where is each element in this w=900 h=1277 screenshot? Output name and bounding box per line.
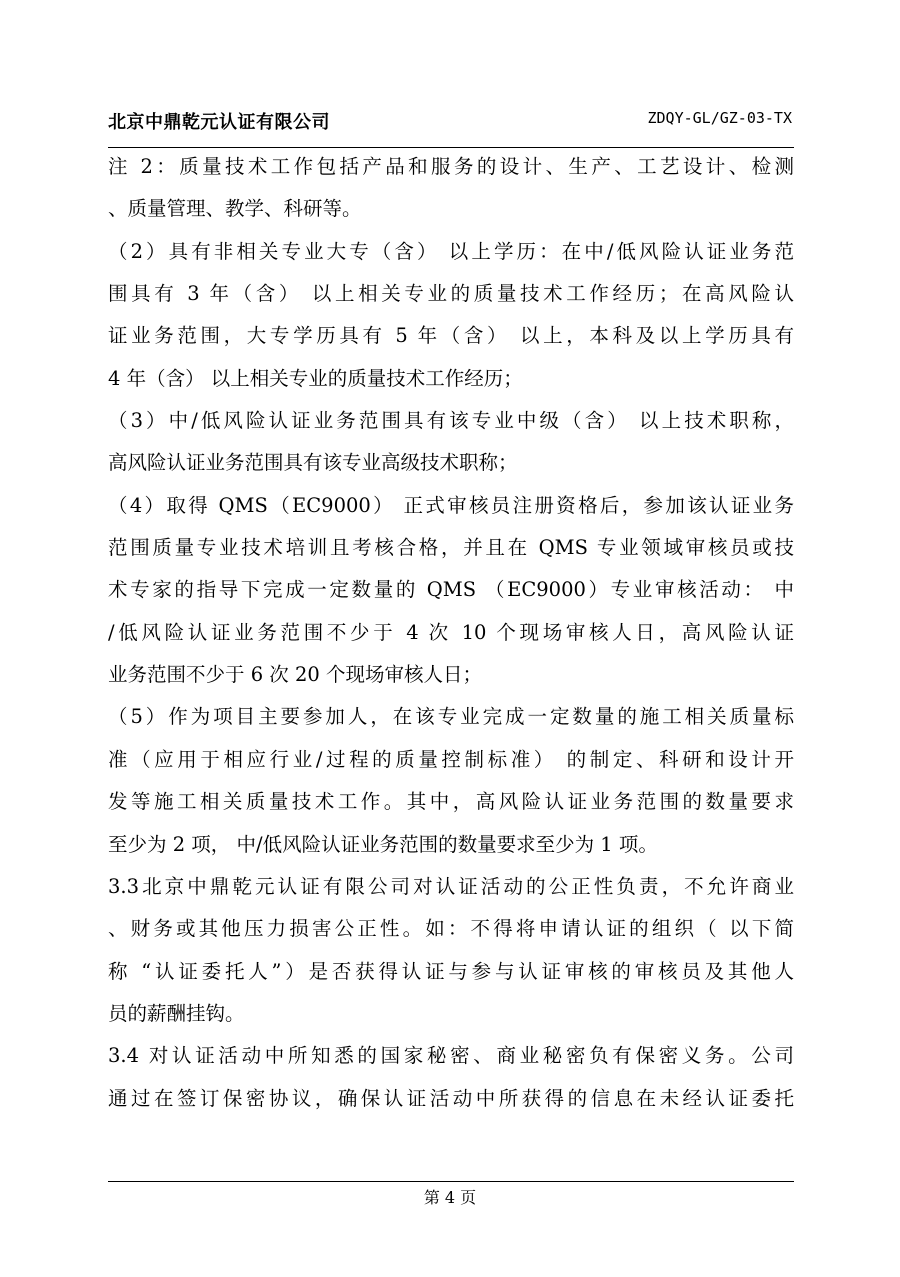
body-line: （2）具有非相关专业大专（含） 以上学历：在中/低风险认证业务范 xyxy=(108,239,794,263)
body-line: 员的薪酬挂钩。 xyxy=(108,1001,245,1025)
footer-divider xyxy=(108,1181,794,1182)
body-line: 证业务范围，大专学历具有 5 年（含） 以上，本科及以上学历具有 xyxy=(108,324,794,348)
body-line: （3）中/低风险认证业务范围具有该专业中级（含） 以上技术职称， xyxy=(108,409,794,433)
body-line: 业务范围不少于 6 次 20 个现场审核人日； xyxy=(108,663,483,687)
document-code: ZDQY-GL/GZ-03-TX xyxy=(647,109,792,127)
page-header xyxy=(108,108,792,138)
body-line: 、质量管理、教学、科研等。 xyxy=(108,197,362,221)
body-line: 通过在签订保密协议，确保认证活动中所获得的信息在未经认证委托 xyxy=(108,1086,794,1110)
company-name: 北京中鼎乾元认证有限公司 xyxy=(108,112,330,133)
body-line: 、财务或其他压力损害公正性。如：不得将申请认证的组织（ 以下简 xyxy=(108,917,794,941)
body-line: （4）取得 QMS（EC9000） 正式审核员注册资格后，参加该认证业务 xyxy=(108,493,794,517)
body-line: 高风险认证业务范围具有该专业高级技术职称； xyxy=(108,451,518,475)
body-line: （5）作为项目主要参加人，在该专业完成一定数量的施工相关质量标 xyxy=(108,705,794,729)
body-line: 范围质量专业技术培训且考核合格，并且在 QMS 专业领域审核员或技 xyxy=(108,536,794,560)
body-line: 发等施工相关质量技术工作。其中，高风险认证业务范围的数量要求 xyxy=(108,790,794,814)
body-line: 至少为 2 项， 中/低风险认证业务范围的数量要求至少为 1 项。 xyxy=(108,832,658,856)
page-number: 第 4 页 xyxy=(423,1188,477,1207)
body-line: 称 “认证委托人”）是否获得认证与参与认证审核的审核员及其他人 xyxy=(108,959,794,983)
body-line: /低风险认证业务范围不少于 4 次 10 个现场审核人日，高风险认证 xyxy=(108,620,794,644)
body-line: 3.3北京中鼎乾元认证有限公司对认证活动的公正性负责，不允许商业 xyxy=(108,874,794,898)
document-body xyxy=(108,146,794,1120)
body-line: 注 2：质量技术工作包括产品和服务的设计、生产、工艺设计、检测 xyxy=(108,155,794,178)
body-line: 3.4 对认证活动中所知悉的国家秘密、商业秘密负有保密义务。公司 xyxy=(108,1044,794,1068)
body-line: 4 年（含） 以上相关专业的质量技术工作经历； xyxy=(108,366,523,390)
body-line: 准（应用于相应行业/过程的质量控制标准） 的制定、科研和设计开 xyxy=(108,747,794,771)
body-line: 术专家的指导下完成一定数量的 QMS （EC9000）专业审核活动： 中 xyxy=(108,578,794,602)
body-line: 围具有 3 年（含） 以上相关专业的质量技术工作经历；在高风险认 xyxy=(108,282,794,306)
